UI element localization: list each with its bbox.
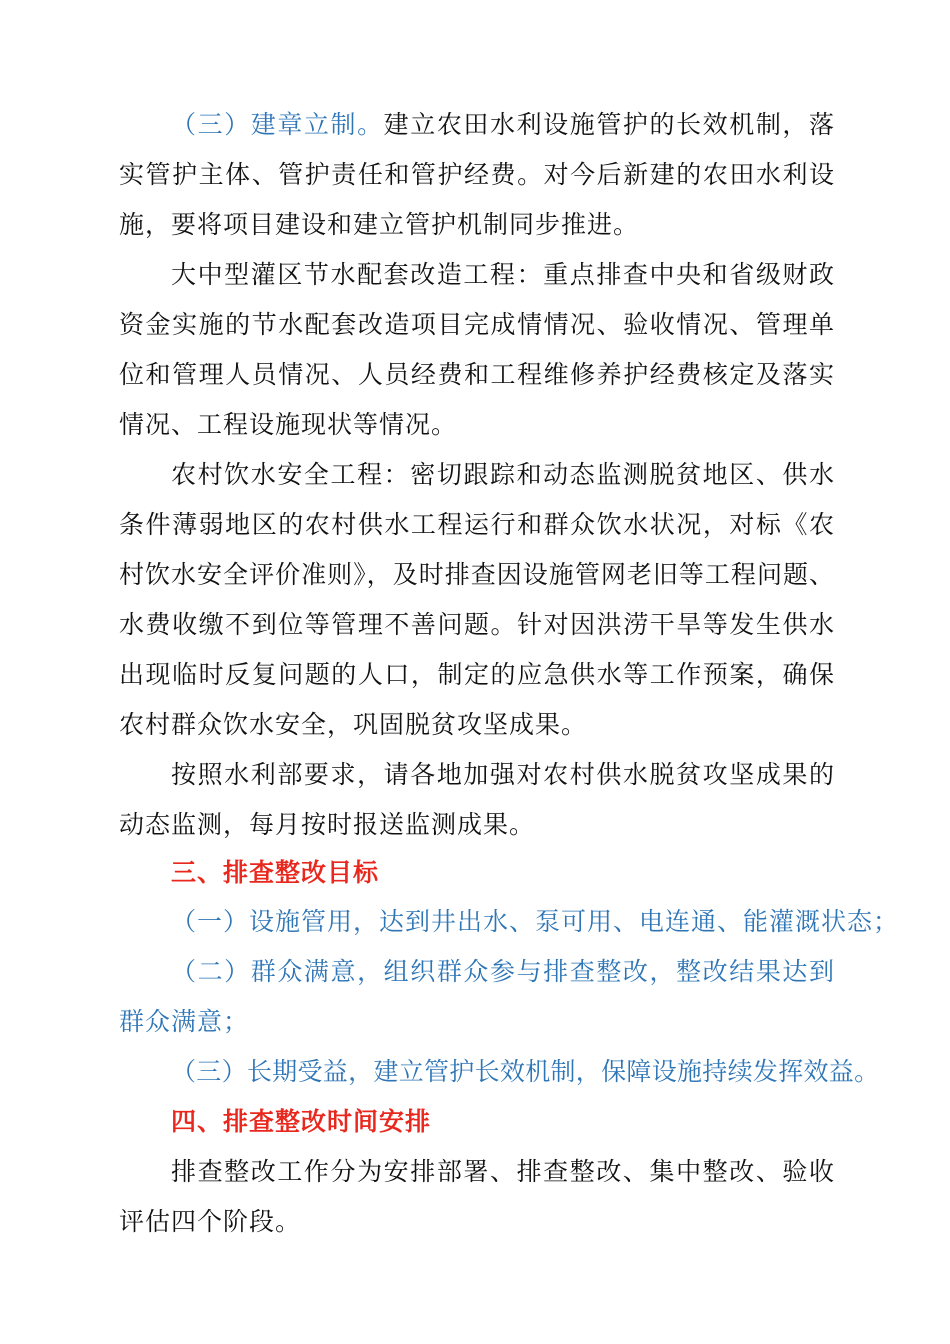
section-3-paragraph xyxy=(119,100,835,250)
schedule-paragraph: 排查整改工作分为安排部署、排查整改、集中整改、验收评估四个阶段。 xyxy=(119,1157,835,1236)
section-3-text: 建立农田水利设施管护的长效机制，落实管护主体、管护责任和管护经费。对今后新建的农田水利设施，要将项目建设和建立管护机制同步推进。 xyxy=(119,110,835,239)
heading-schedule: 四、排查整改时间安排 xyxy=(171,1107,432,1136)
goal-3: （三）长期受益，建立管护长效机制，保障设施持续发挥效益。 xyxy=(171,1057,880,1086)
goal-2: （二）群众满意，组织群众参与排查整改，整改结果达到群众满意； xyxy=(119,957,835,1036)
goal-1: （一）设施管用，达到井出水、泵可用、电连通、能灌溉状态； xyxy=(171,907,900,936)
water-safety-paragraph: 农村饮水安全工程：密切跟踪和动态监测脱贫地区、供水条件薄弱地区的农村供水工程运行和群众饮水状况，对标《农村饮水安全评价准则》，及时排查因设施管网老旧等工程问题、水费收缴不到位等管理不善问题。针对因洪涝干旱等发生供水出现临时反复问题的人口，制定的应急供水等工作预案，确保农村群众饮水安全，巩固脱贫攻坚成果。 xyxy=(119,460,835,739)
ministry-paragraph: 按照水利部要求，请各地加强对农村供水脱贫攻坚成果的动态监测，每月按时报送监测成果。 xyxy=(119,760,835,839)
section-3-label: （三）建章立制。 xyxy=(171,110,384,139)
heading-goals: 三、排查整改目标 xyxy=(171,858,380,887)
irrigation-paragraph: 大中型灌区节水配套改造工程：重点排查中央和省级财政资金实施的节水配套改造项目完成情情况、验收情况、管理单位和管理人员情况、人员经费和工程维修养护经费核定及落实情况、工程设施现状等情况。 xyxy=(119,260,835,439)
